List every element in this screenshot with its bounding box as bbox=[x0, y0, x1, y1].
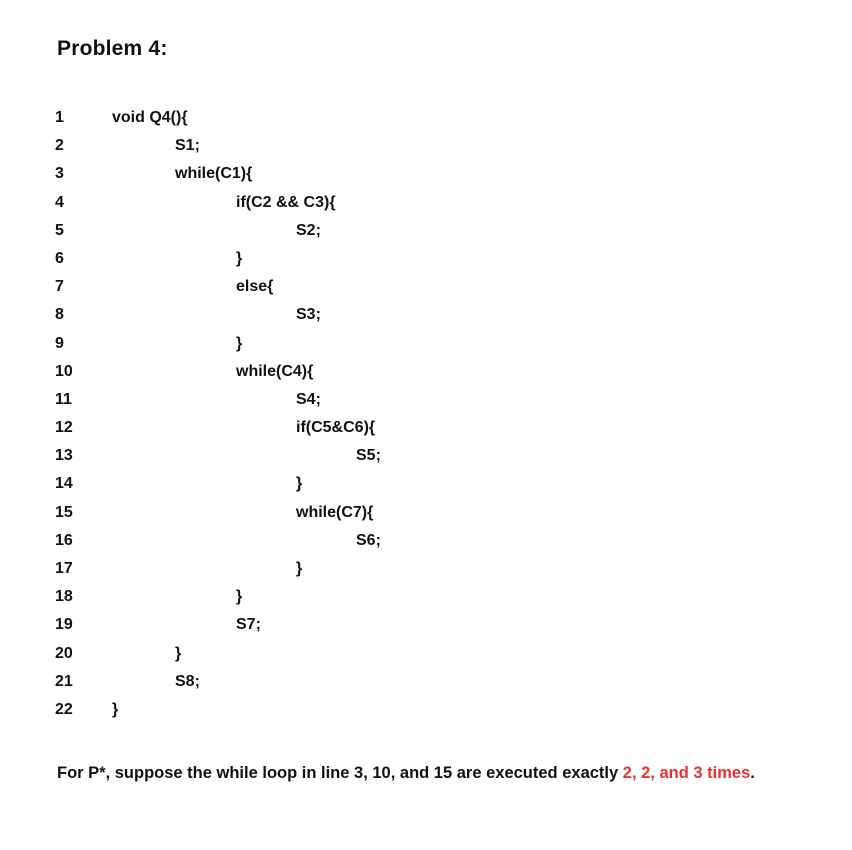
code-line bbox=[0, 273, 852, 301]
line-code: S5; bbox=[356, 447, 381, 465]
line-number: 15 bbox=[55, 503, 73, 521]
code-line bbox=[0, 499, 852, 527]
statement-text: For P*, suppose the while loop in line 3, 10, and 15 are executed exactly bbox=[57, 764, 623, 782]
line-code: while(C1){ bbox=[175, 165, 253, 183]
code-line bbox=[0, 470, 852, 498]
line-code: S6; bbox=[356, 531, 381, 549]
line-number: 17 bbox=[55, 560, 73, 577]
line-code: } bbox=[175, 644, 182, 662]
code-line bbox=[0, 442, 852, 470]
code-line bbox=[0, 358, 852, 386]
statement-highlight: 2, 2, and 3 times bbox=[622, 764, 751, 782]
problem-statement bbox=[57, 764, 755, 783]
code-listing bbox=[0, 104, 852, 724]
line-number: 4 bbox=[55, 193, 64, 211]
line-number: 21 bbox=[55, 672, 73, 690]
statement-end: . bbox=[750, 764, 755, 782]
code-line bbox=[0, 189, 852, 217]
line-number: 12 bbox=[55, 419, 73, 437]
line-code: if(C2 && C3){ bbox=[236, 193, 336, 211]
line-number: 2 bbox=[55, 137, 64, 155]
line-code: } bbox=[236, 334, 243, 352]
line-code: } bbox=[296, 475, 303, 493]
line-number: 19 bbox=[55, 616, 73, 634]
code-line bbox=[0, 668, 852, 696]
code-line bbox=[0, 217, 852, 245]
code-line bbox=[0, 555, 852, 583]
code-line bbox=[0, 611, 852, 639]
line-number: 6 bbox=[55, 249, 64, 267]
line-number: 14 bbox=[55, 475, 73, 493]
line-number: 18 bbox=[55, 588, 73, 606]
code-line bbox=[0, 386, 852, 414]
code-line bbox=[0, 330, 852, 358]
code-line bbox=[0, 414, 852, 442]
line-code: S8; bbox=[175, 672, 200, 690]
line-code: while(C7){ bbox=[296, 503, 374, 521]
line-number: 9 bbox=[55, 334, 64, 352]
code-line bbox=[0, 160, 852, 188]
code-line bbox=[0, 301, 852, 329]
code-line bbox=[0, 245, 852, 273]
line-code: } bbox=[296, 560, 303, 577]
line-code: } bbox=[112, 700, 119, 718]
line-code: while(C4){ bbox=[236, 362, 314, 380]
line-code: } bbox=[236, 249, 243, 267]
line-code: if(C5&C6){ bbox=[296, 419, 376, 437]
line-number: 22 bbox=[55, 700, 73, 718]
code-line bbox=[0, 696, 852, 724]
line-number: 11 bbox=[55, 390, 72, 408]
code-line bbox=[0, 132, 852, 160]
code-line bbox=[0, 104, 852, 132]
line-code: S3; bbox=[296, 306, 321, 324]
line-number: 13 bbox=[55, 447, 73, 465]
problem-title: Problem 4: bbox=[57, 37, 168, 60]
code-line bbox=[0, 583, 852, 611]
line-code: S4; bbox=[296, 390, 321, 408]
code-line bbox=[0, 640, 852, 668]
line-code: else{ bbox=[236, 278, 274, 296]
line-code: } bbox=[236, 588, 243, 606]
line-number: 7 bbox=[55, 278, 64, 296]
line-number: 8 bbox=[55, 306, 64, 324]
line-number: 3 bbox=[55, 165, 64, 183]
line-number: 16 bbox=[55, 531, 73, 549]
line-number: 10 bbox=[55, 362, 73, 380]
line-number: 1 bbox=[55, 109, 64, 126]
code-line bbox=[0, 527, 852, 555]
line-code: S7; bbox=[236, 616, 261, 634]
line-code: S1; bbox=[175, 137, 200, 155]
line-code: S2; bbox=[296, 221, 321, 239]
line-code: void Q4(){ bbox=[112, 109, 188, 126]
line-number: 5 bbox=[55, 221, 64, 239]
line-number: 20 bbox=[55, 644, 73, 662]
